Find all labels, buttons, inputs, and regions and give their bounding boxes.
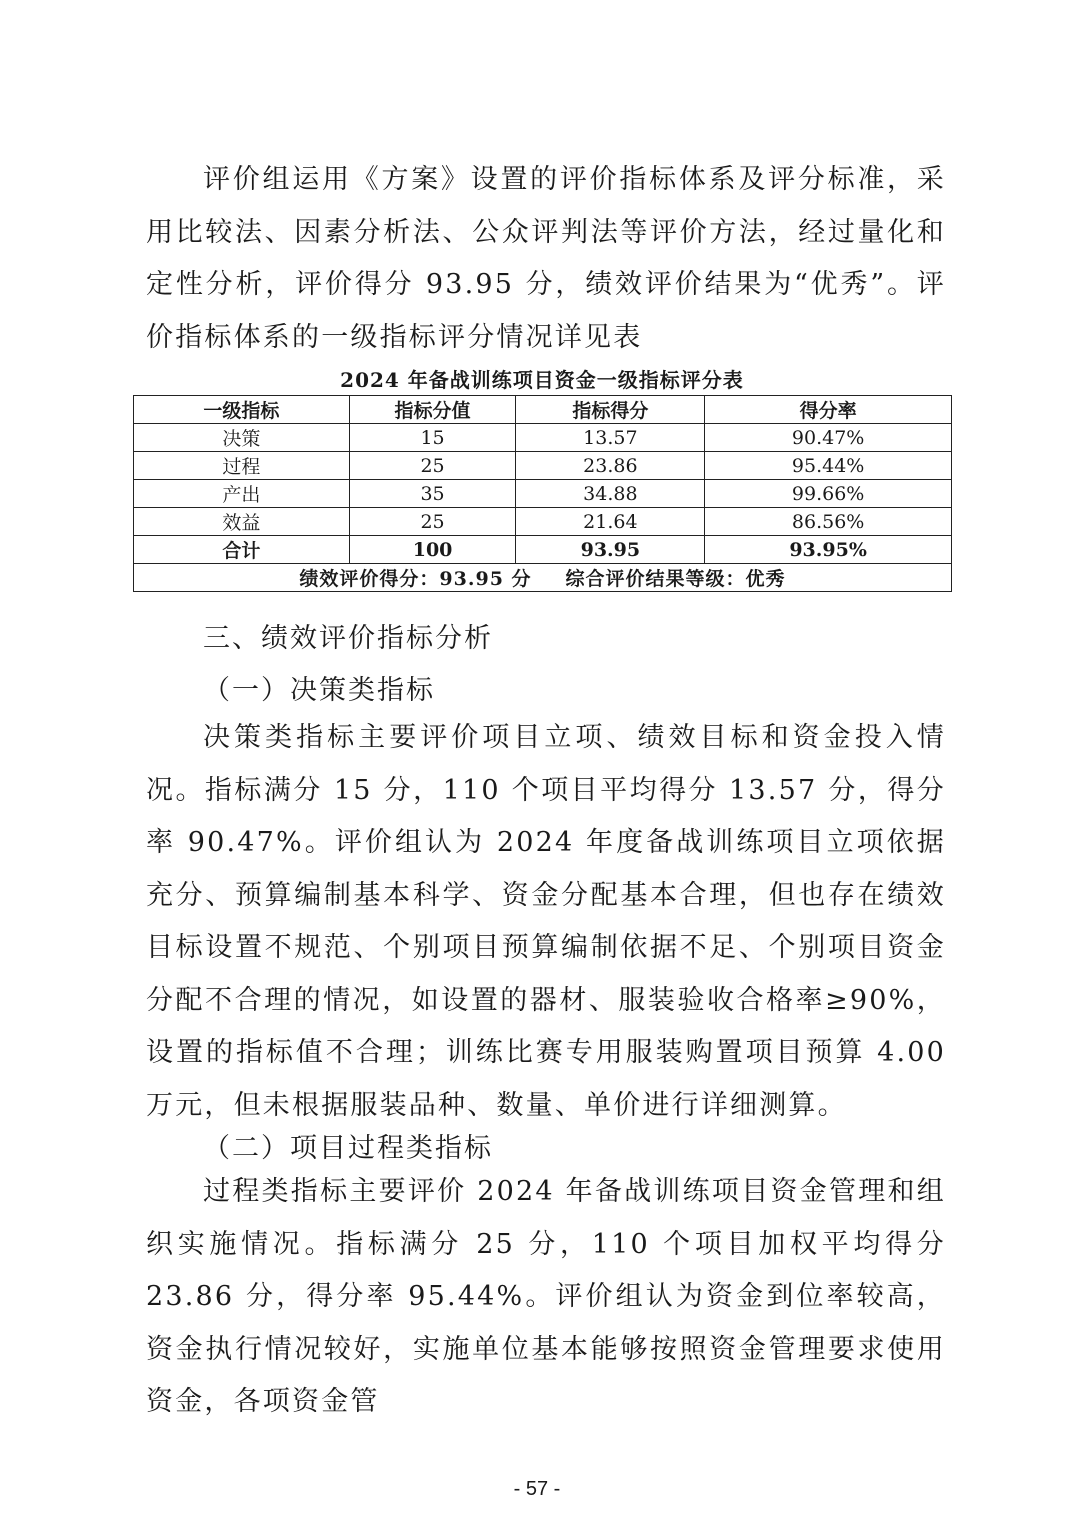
table-row [134, 424, 952, 452]
table-summary-row [134, 564, 952, 592]
summary-grade: 综合评价结果等级：优秀 [565, 568, 786, 590]
summary-score: 绩效评价得分：93.95 分 [299, 568, 532, 590]
table-cell: 15 [349, 424, 516, 452]
table-total-row [134, 536, 952, 564]
table-cell: 93.95% [705, 536, 952, 564]
table-cell: 23.86 [516, 452, 705, 480]
table-row [134, 480, 952, 508]
table-cell: 25 [349, 508, 516, 536]
table-cell: 99.66% [705, 480, 952, 508]
subsection-heading-2: （二）项目过程类指标 [203, 1133, 493, 1164]
table-header-cell: 一级指标 [134, 396, 350, 424]
table-cell: 过程 [134, 452, 350, 480]
table-summary-cell [134, 564, 952, 592]
table-cell: 100 [349, 536, 516, 564]
table-cell: 93.95 [516, 536, 705, 564]
subsection-1-paragraph: 决策类指标主要评价项目立项、绩效目标和资金投入情况。指标满分 15 分，110 个项目平均得分 13.57 分，得分率 90.47%。评价组认为 2024 年度备战训练项目立项依据充分、预算编制基本科学、资金分配基本合理，但也存在绩效目标设置不规范、个别项目预算编制依据不足、个别项目资金分配不合理的情况，如设置的器材、服装验收合格率≥90%，设置的指标值不合理；训练比赛专用服装购置项目预算 4.00 万元，但未根据服装品种、数量、单价进行详细测算。 [146, 722, 946, 1121]
table-cell: 13.57 [516, 424, 705, 452]
table-header-cell: 指标得分 [516, 396, 705, 424]
table-row [134, 508, 952, 536]
table-cell: 86.56% [705, 508, 952, 536]
table-cell: 95.44% [705, 452, 952, 480]
table-cell: 35 [349, 480, 516, 508]
table-cell: 90.47% [705, 424, 952, 452]
page-number: - 57 - [513, 1478, 561, 1500]
table-header-row [134, 396, 952, 424]
table-header-cell: 得分率 [705, 396, 952, 424]
table-cell: 产出 [134, 480, 350, 508]
score-table [133, 395, 952, 592]
section-heading: 三、绩效评价指标分析 [203, 623, 493, 654]
intro-paragraph: 评价组运用《方案》设置的评价指标体系及评分标准，采用比较法、因素分析法、公众评判法等评价方法，经过量化和定性分析，评价得分 93.95 分，绩效评价结果为“优秀”。评价指标体系的一级指标评分情况详见表 [146, 164, 946, 353]
table-row [134, 452, 952, 480]
subsection-2-paragraph: 过程类指标主要评价 2024 年备战训练项目资金管理和组织实施情况。指标满分 25 分，110 个项目加权平均得分 23.86 分，得分率 95.44%。评价组认为资金到位率较高，资金执行情况较好，实施单位基本能够按照资金管理要求使用资金，各项资金管 [146, 1176, 946, 1417]
table-cell: 合计 [134, 536, 350, 564]
table-title: 2024 年备战训练项目资金一级指标评分表 [340, 368, 744, 392]
table-cell: 34.88 [516, 480, 705, 508]
table-cell: 25 [349, 452, 516, 480]
table-cell: 效益 [134, 508, 350, 536]
table-cell: 21.64 [516, 508, 705, 536]
table-cell: 决策 [134, 424, 350, 452]
table-header-cell: 指标分值 [349, 396, 516, 424]
subsection-heading-1: （一）决策类指标 [203, 675, 435, 706]
